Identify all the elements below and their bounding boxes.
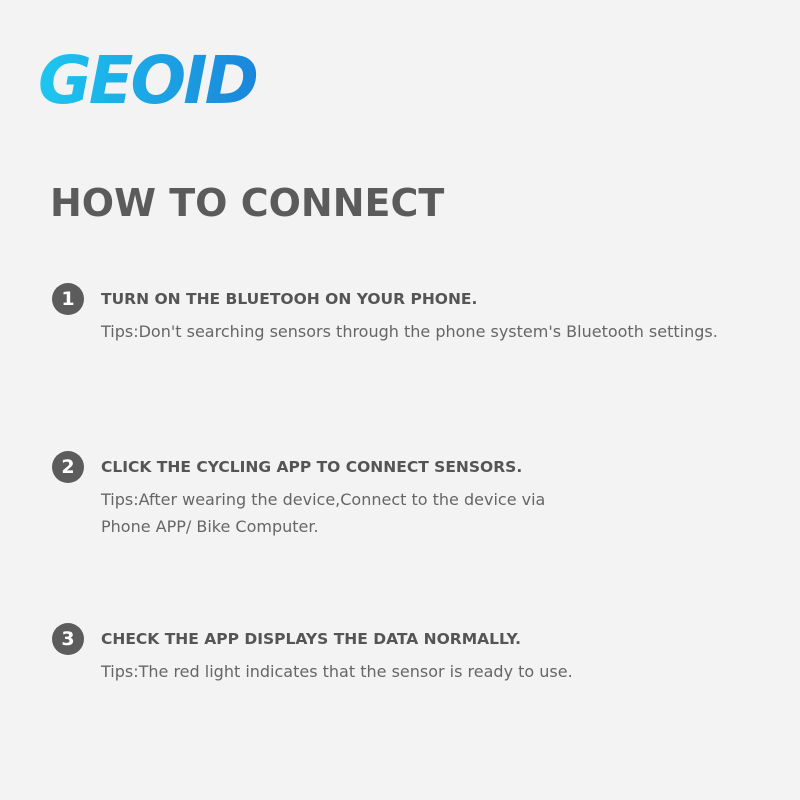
step-number-badge: 1	[52, 283, 84, 315]
step-tip-line: Tips:After wearing the device,Connect to the device via	[101, 490, 546, 509]
geoid-logo	[36, 45, 260, 109]
step-number-badge: 3	[52, 623, 84, 655]
page-title: HOW TO CONNECT	[50, 181, 445, 225]
step-heading: CLICK THE CYCLING APP TO CONNECT SENSORS.	[101, 458, 523, 476]
geoid-logo-graphic	[36, 45, 260, 109]
logo-text: GEOID	[38, 45, 257, 109]
step-tip-line: Tips:Don't searching sensors through the phone system's Bluetooth settings.	[101, 322, 718, 341]
step-tip-line: Phone APP/ Bike Computer.	[101, 517, 319, 536]
step-tip	[101, 486, 545, 540]
step-heading: TURN ON THE BLUETOOH ON YOUR PHONE.	[101, 290, 478, 308]
step-tip	[101, 318, 718, 345]
step-tip	[101, 658, 573, 685]
step-number-badge: 2	[52, 451, 84, 483]
step-heading: CHECK THE APP DISPLAYS THE DATA NORMALLY.	[101, 630, 522, 648]
step-tip-line: Tips:The red light indicates that the sensor is ready to use.	[101, 662, 573, 681]
